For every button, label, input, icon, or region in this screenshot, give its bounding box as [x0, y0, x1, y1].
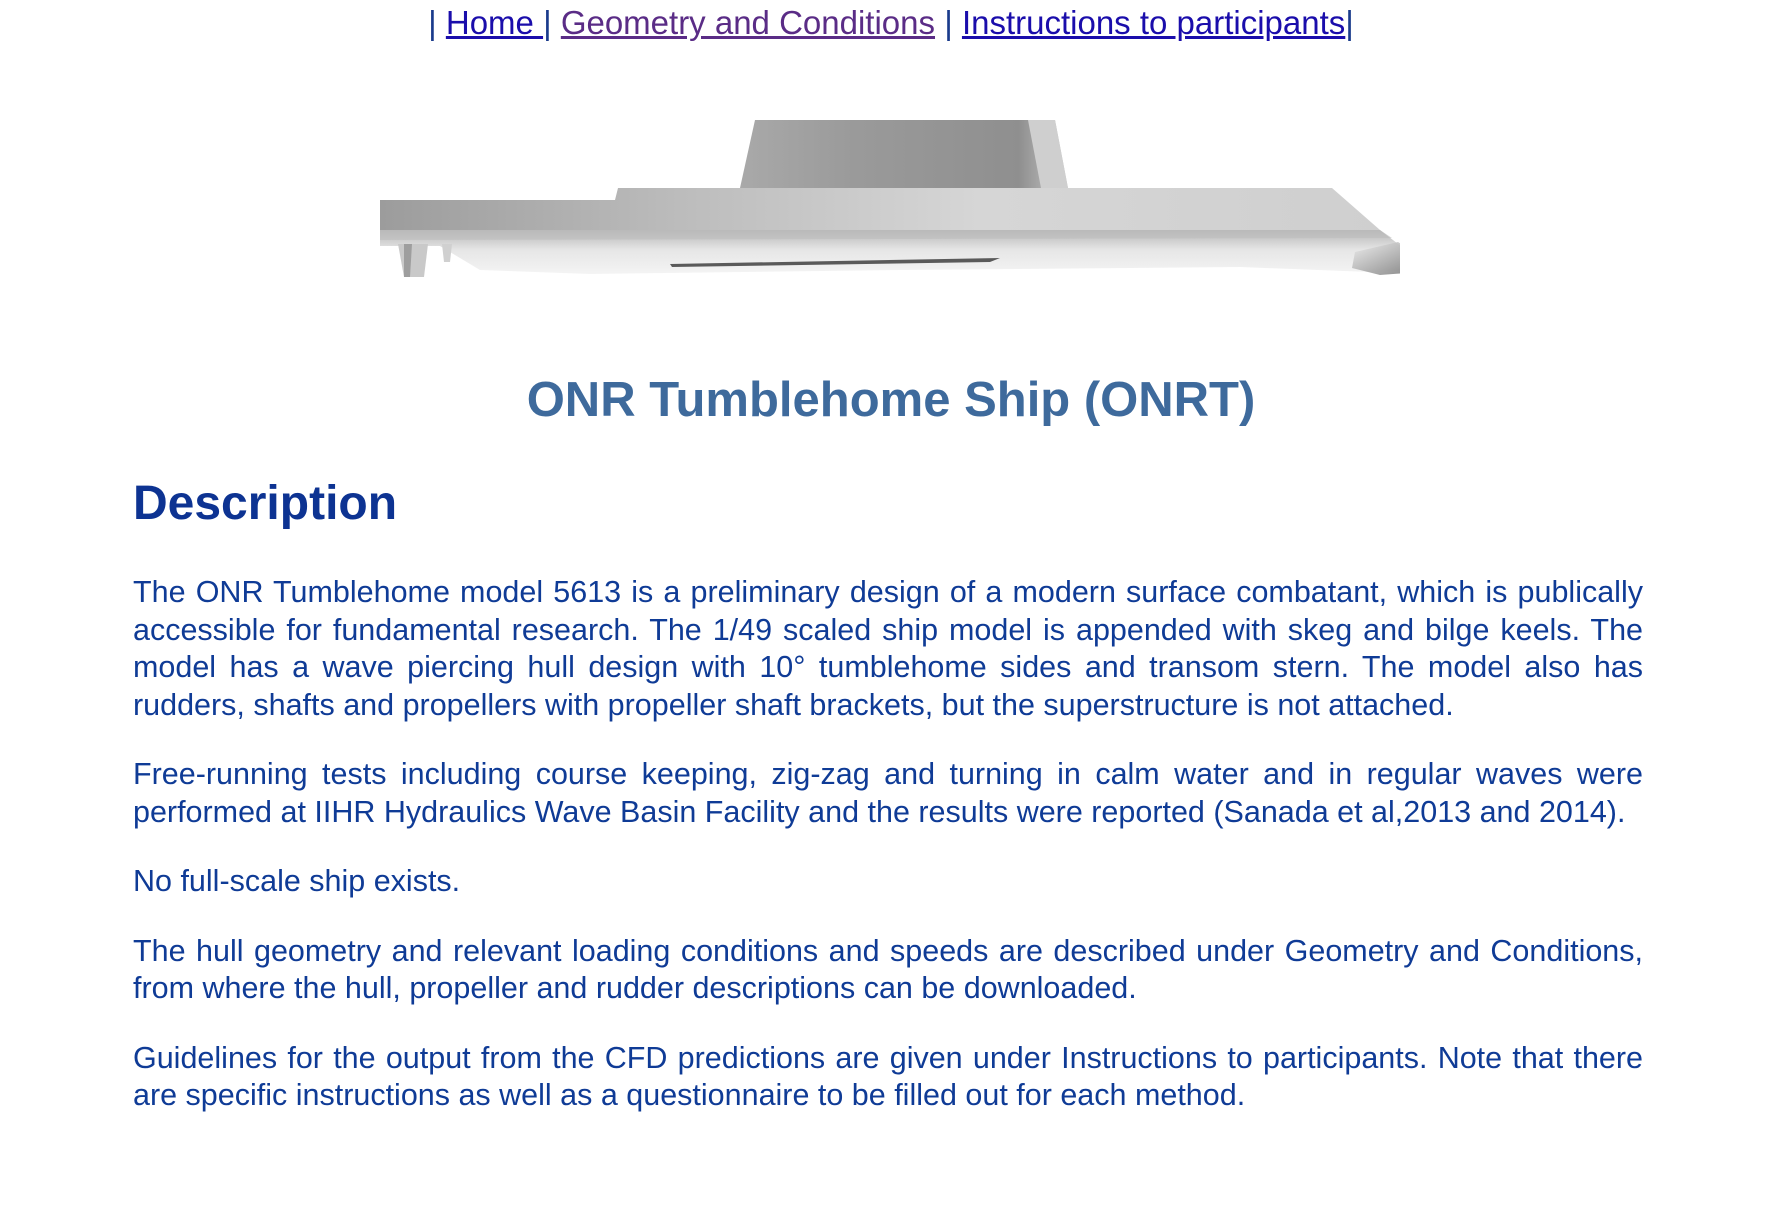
description-paragraph: Free-running tests including course keeping, zig-zag and turning in calm water and in regular waves were performed at IIHR Hydraulics Wave Basin Facility and the results were reported (Sanada et al,2013 and 2014).	[133, 757, 1643, 829]
nav-separator: |	[944, 4, 953, 41]
description-paragraph: The hull geometry and relevant loading conditions and speeds are described under Geometry and Conditions, from where the hull, propeller and rudder descriptions can be downloaded.	[133, 933, 1643, 1005]
ship-superstructure	[740, 120, 1068, 188]
nav-separator: |	[543, 4, 552, 41]
ship-rudder	[398, 244, 428, 277]
top-navigation	[0, 2, 1782, 44]
nav-separator: |	[428, 4, 437, 41]
description-paragraph: Guidelines for the output from the CFD predictions are given under Instructions to participants. Note that there are specific instructions as well as a questionnaire to be filled out for each method.	[133, 1040, 1643, 1112]
description-paragraph: The ONR Tumblehome model 5613 is a preliminary design of a modern surface combatant, which is publically accessible for fundamental research. The 1/49 scaled ship model is appended with skeg and bilge keels. The model has a wave piercing hull design with 10° tumblehome sides and transom stern. The model also has rudders, shafts and propellers with propeller shaft brackets, but the superstructure is not attached.	[133, 575, 1643, 722]
ship-deck	[380, 188, 1380, 230]
nav-separator: |	[1345, 4, 1354, 41]
description-paragraph: No full-scale ship exists.	[133, 864, 461, 898]
ship-model-image	[380, 112, 1400, 302]
nav-link-home[interactable]: Home	[445, 4, 544, 41]
page-title: ONR Tumblehome Ship (ONRT)	[526, 373, 1256, 427]
nav-link-instructions-to-participants[interactable]: Instructions to participants	[961, 4, 1346, 41]
description-content	[133, 574, 1643, 1147]
description-heading: Description	[133, 477, 398, 530]
nav-link-geometry-and-conditions[interactable]: Geometry and Conditions	[560, 4, 936, 41]
